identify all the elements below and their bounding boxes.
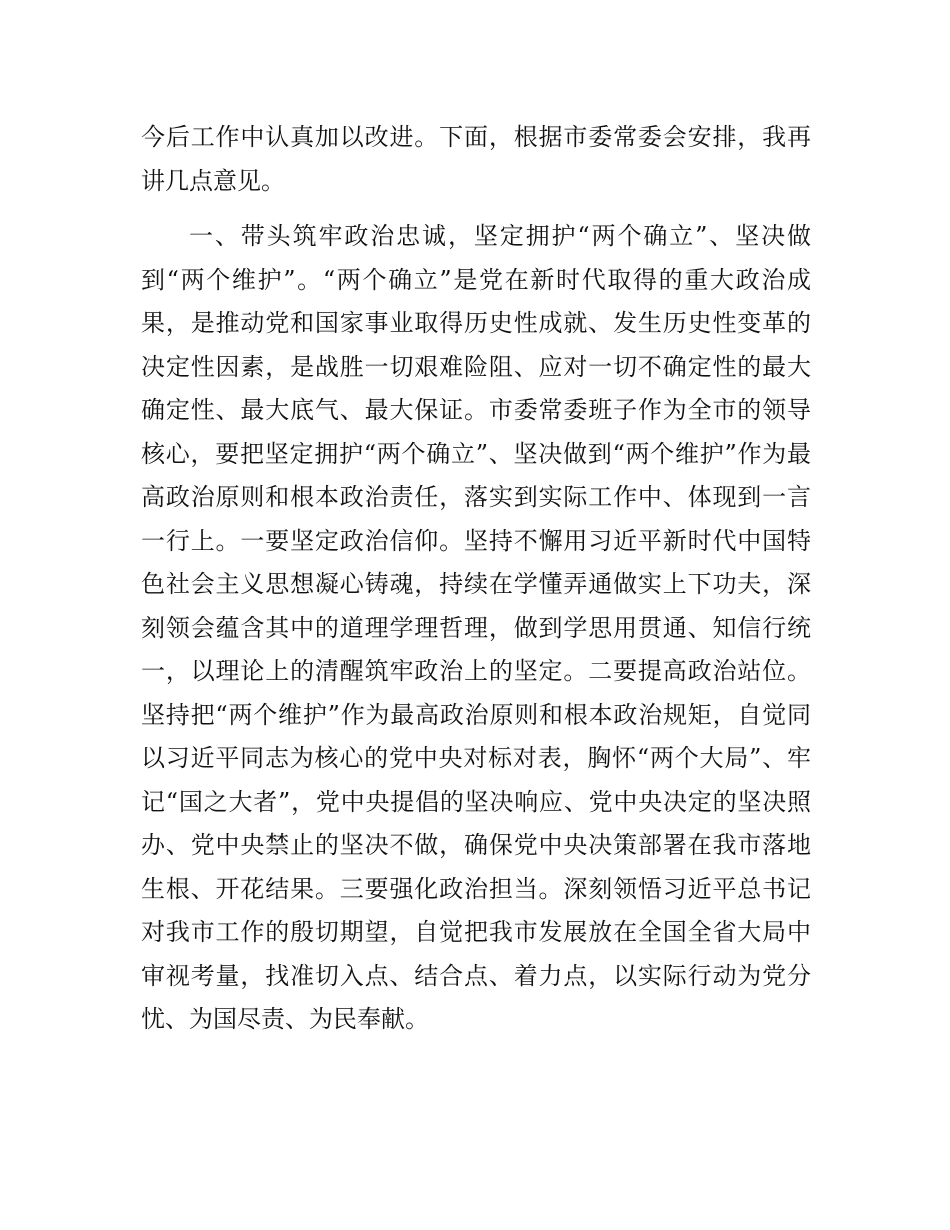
paragraph-section-one: 一、带头筑牢政治忠诚，坚定拥护“两个确立”、坚决做到“两个维护”。“两个确立”是党在新时代取得的重大政治成果，是推动党和国家事业取得历史性成就、发生历史性变革的决定性因素，是战胜一切艰难险阻、应对一切不确定性的最大确定性、最大底气、最大保证。市委常委班子作为全市的领导核心，要把坚定拥护“两个确立”、坚决做到“两个维护”作为最高政治原则和根本政治责任，落实到实际工作中、体现到一言一行上。一要坚定政治信仰。坚持不懈用习近平新时代中国特色社会主义思想凝心铸魂，持续在学懂弄通做实上下功夫，深刻领会蕴含其中的道理学理哲理，做到学思用贯通、知信行统一，以理论上的清醒筑牢政治上的坚定。二要提高政治站位。坚持把“两个维护”作为最高政治原则和根本政治规矩，自觉同以习近平同志为核心的党中央对标对表，胸怀“两个大局”、牢记“国之大者”，党中央提倡的坚决响应、党中央决定的坚决照办、党中央禁止的坚决不做，确保党中央决策部署在我市落地生根、开花结果。三要强化政治担当。深刻领悟习近平总书记对我市工作的殷切期望，自觉把我市发展放在全国全省大局中审视考量，找准切入点、结合点、着力点，以实际行动为党分忧、为国尽责、为民奉献。 xyxy=(141,222,811,1033)
paragraph-continuation: 今后工作中认真加以改进。下面，根据市委常委会安排，我再讲几点意见。 xyxy=(141,123,811,195)
document-body xyxy=(141,116,811,1042)
